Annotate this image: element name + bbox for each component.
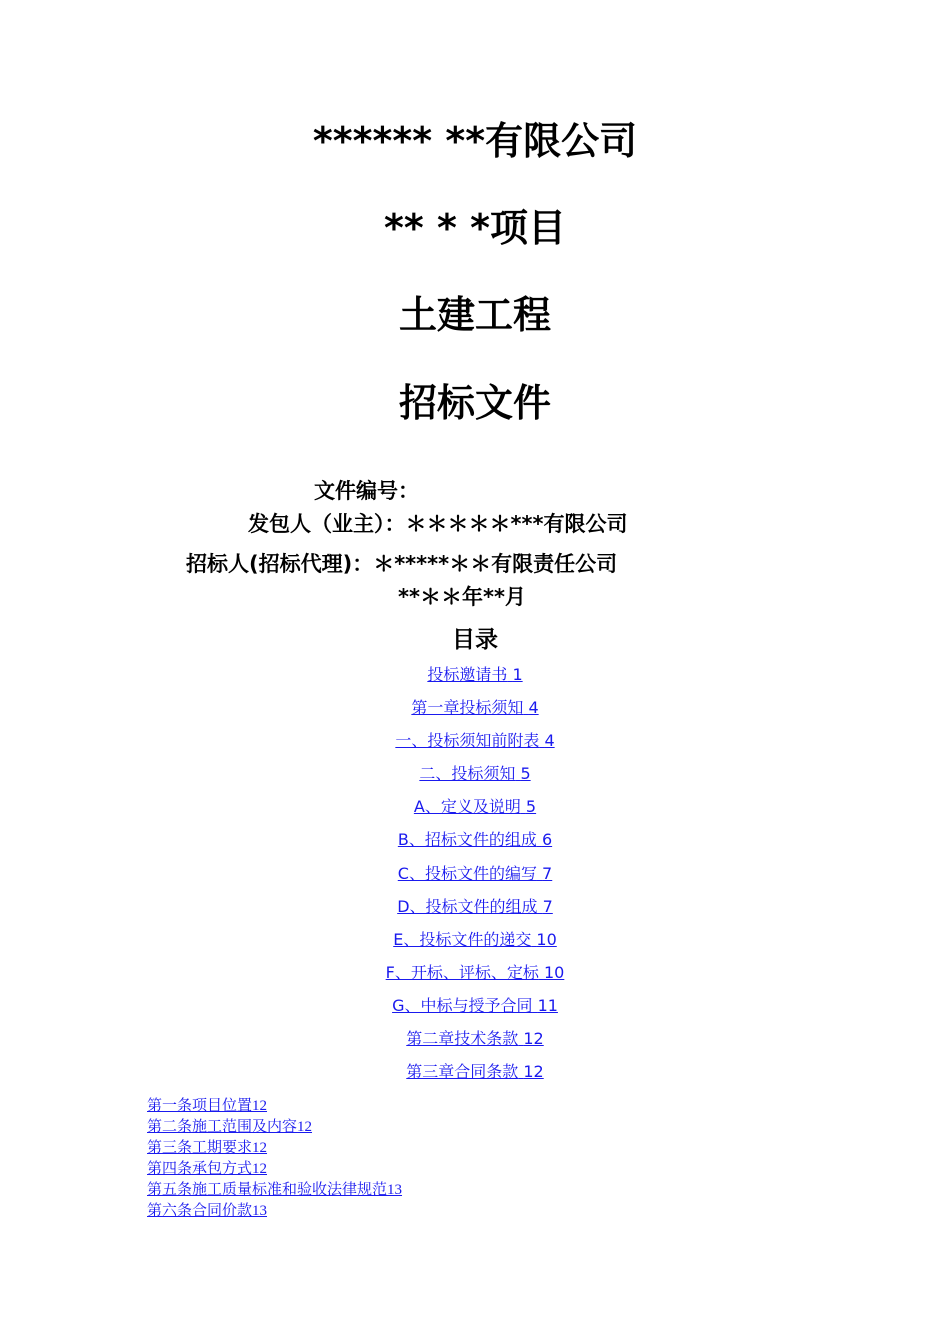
toc-link[interactable]: G、中标与授予合同 11 [392,995,558,1015]
toc-entry [147,1200,402,1221]
toc-link[interactable]: 第三章合同条款 12 [406,1062,544,1082]
file-number-label: 文件编号： [314,479,419,503]
toc-link[interactable]: 第一条项目位置12 [147,1096,268,1114]
toc-entry [0,927,950,960]
toc-entry [147,1158,402,1179]
toc-link[interactable]: 第三条工期要求12 [147,1138,268,1156]
toc-entry [0,794,950,827]
document-type-title: 招标文件 [398,381,551,425]
toc-link[interactable]: 投标邀请书 1 [427,665,523,684]
toc-link[interactable]: 第四条承包方式12 [147,1159,268,1177]
toc-entry [147,1095,402,1116]
toc-entry [0,695,950,728]
toc-link[interactable]: A、定义及说明 5 [413,797,537,817]
project-title: ** * *项目 [384,206,566,250]
toc-link[interactable]: 第六条合同价款13 [147,1201,268,1219]
toc-heading: 目录 [452,627,498,653]
date-line: **＊＊年**月 [398,585,526,609]
toc-link[interactable]: F、开标、评标、定标 10 [385,962,565,982]
toc-link[interactable]: 第五条施工质量标准和验收法律规范13 [147,1180,403,1198]
toc-link[interactable]: 二、投标须知 5 [419,764,531,784]
toc-link[interactable]: E、投标文件的递交 10 [393,929,557,949]
toc-centered-list [0,662,950,1092]
toc-link[interactable]: B、招标文件的组成 6 [397,830,553,850]
employer-line: 发包人（业主）：＊＊＊＊＊***有限公司 [248,512,628,536]
toc-entry [0,1026,950,1059]
toc-entry [0,861,950,894]
toc-entry [147,1116,402,1137]
toc-link[interactable]: 一、投标须知前附表 4 [395,731,555,751]
toc-entry [147,1137,402,1158]
toc-entry [0,827,950,860]
toc-link[interactable]: 第一章投标须知 4 [411,698,539,718]
company-title: ****** **有限公司 [312,119,638,163]
toc-entry [0,728,950,761]
agent-line: 招标人(招标代理)：＊*****＊＊有限责任公司 [186,552,618,576]
toc-entry [0,993,950,1026]
toc-entry [0,662,950,695]
toc-link[interactable]: C、投标文件的编写 7 [397,863,553,883]
discipline-title: 土建工程 [398,293,551,337]
toc-left-list [147,1095,402,1221]
toc-link[interactable]: D、投标文件的组成 7 [397,896,553,916]
toc-entry [0,960,950,993]
toc-entry [0,761,950,794]
toc-link[interactable]: 第二条施工范围及内容12 [147,1117,313,1135]
toc-entry [0,894,950,927]
toc-entry [147,1179,402,1200]
toc-entry [0,1059,950,1092]
toc-link[interactable]: 第二章技术条款 12 [406,1029,544,1049]
